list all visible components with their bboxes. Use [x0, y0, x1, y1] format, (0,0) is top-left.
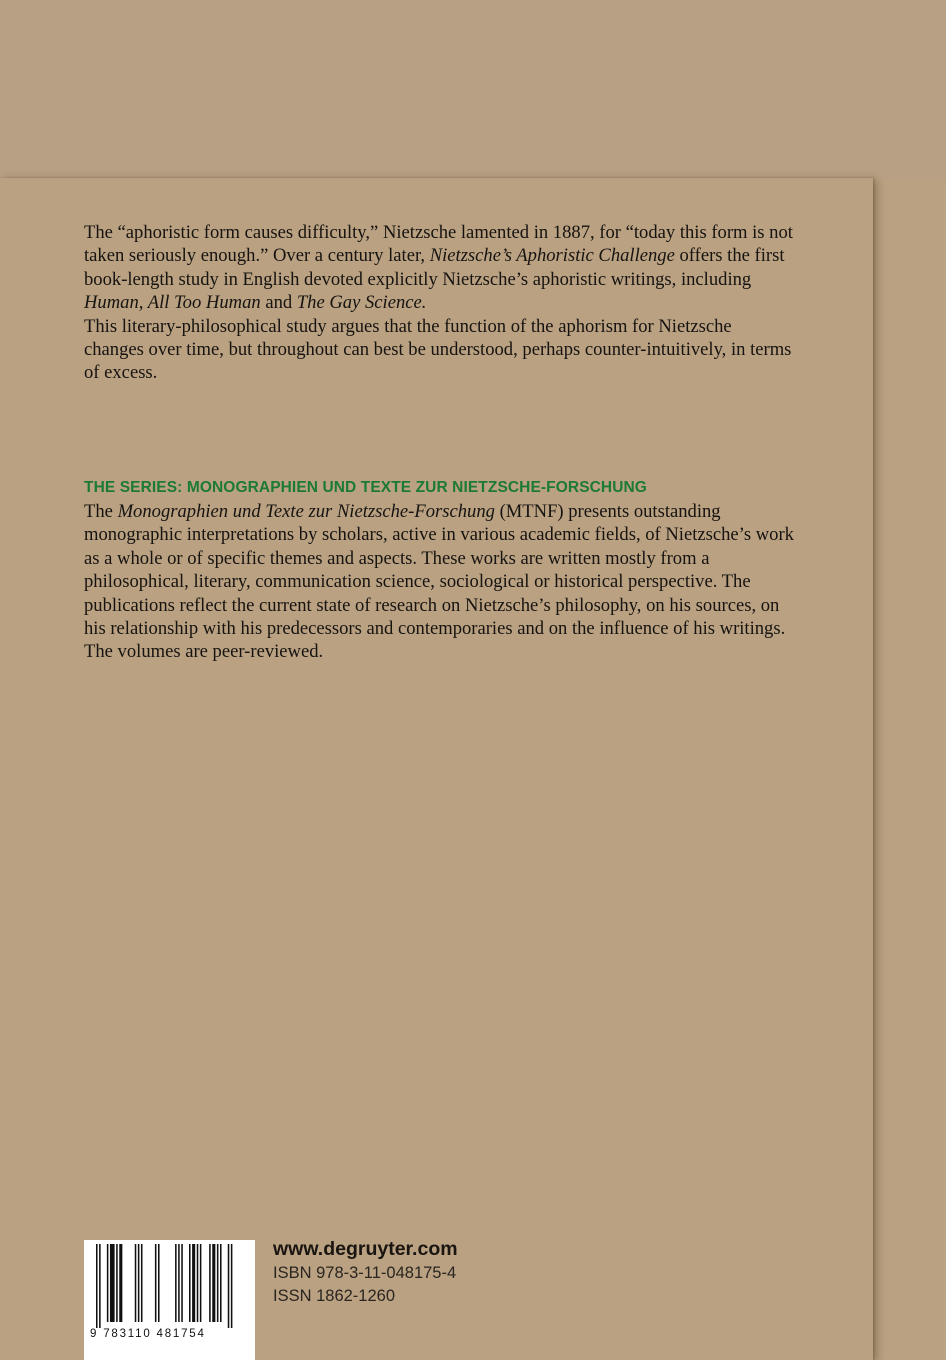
barcode-bar — [200, 1244, 202, 1322]
blurb-title-aphoristic-challenge: Nietzsche’s Aphoristic Challenge — [429, 245, 675, 267]
barcode-bar — [217, 1244, 219, 1322]
barcode-bars — [92, 1244, 248, 1328]
series-text: (MTNF) presents outstanding monographic interpretations by scholars, active in various academic fields, of Nietzsche’s work as a whole or of specific themes and aspects. These works are written mostly from a philosophical, literary, communication science, sociological or historical perspective. The publications reflect the current state of research on Nietzsche’s philosophy, on his sources, on his relationship with his predecessors and contemporaries and on the influence of his writings. The volumes are peer-reviewed. — [84, 501, 794, 663]
barcode-bar — [138, 1244, 140, 1322]
barcode-bar — [189, 1244, 191, 1322]
series-description — [84, 500, 796, 664]
barcode-bar — [99, 1244, 101, 1328]
series-heading: THE SERIES: MONOGRAPHIEN UND TEXTE ZUR NIETZSCHE-FORSCHUNG — [84, 479, 647, 496]
barcode-bar — [209, 1244, 211, 1322]
blurb-text: The “aphoristic form causes difficulty,” Nietzsche lamented in 1887, for “today this form is not taken seriously enough.” Over a century later, — [84, 222, 793, 267]
series-title: Monographien und Texte zur Nietzsche-Forschung — [117, 501, 495, 522]
barcode-bar — [135, 1244, 137, 1322]
blurb-title-human: Human, All Too Human — [84, 292, 261, 314]
blurb-text: and — [260, 292, 297, 314]
barcode-bar — [116, 1244, 118, 1322]
barcode-bar — [107, 1244, 109, 1322]
barcode-bar — [197, 1244, 199, 1322]
barcode-bar — [212, 1244, 215, 1322]
barcode-bar — [141, 1244, 143, 1322]
barcode-bar — [220, 1244, 222, 1322]
barcode-bar — [155, 1244, 157, 1322]
blurb-title-gay-science: The Gay Science. — [296, 292, 427, 314]
barcode-bar — [175, 1244, 177, 1322]
barcode-bar — [119, 1244, 122, 1322]
isbn: ISBN 978-3-11-048175-4 — [273, 1264, 457, 1282]
blurb-text: This literary-philosophical study argues that the function of the aphorism for Nietzsche changes over time, but throughout can best be understood, perhaps counter-intuitively, in terms of excess. — [84, 315, 792, 384]
barcode — [84, 1240, 255, 1360]
barcode-bar — [178, 1244, 180, 1322]
book-blurb — [84, 221, 796, 385]
publisher-url[interactable]: www.degruyter.com — [273, 1238, 458, 1260]
barcode-bar — [96, 1244, 98, 1328]
barcode-bar — [231, 1244, 233, 1328]
barcode-digits: 9 783110 481754 — [90, 1328, 206, 1340]
barcode-bar — [192, 1244, 195, 1322]
barcode-bar — [228, 1244, 230, 1328]
top-band — [0, 0, 946, 178]
barcode-bar — [110, 1244, 115, 1322]
blurb-text: offers the first book-length study in English devoted explicitly Nietzsche’s aphoristic writings, including — [84, 245, 785, 290]
barcode-bar — [181, 1244, 183, 1322]
issn: ISSN 1862-1260 — [273, 1287, 396, 1305]
barcode-bar — [158, 1244, 160, 1322]
series-text: The — [84, 501, 118, 522]
publisher-info — [273, 1236, 458, 1308]
series-section — [84, 477, 796, 664]
